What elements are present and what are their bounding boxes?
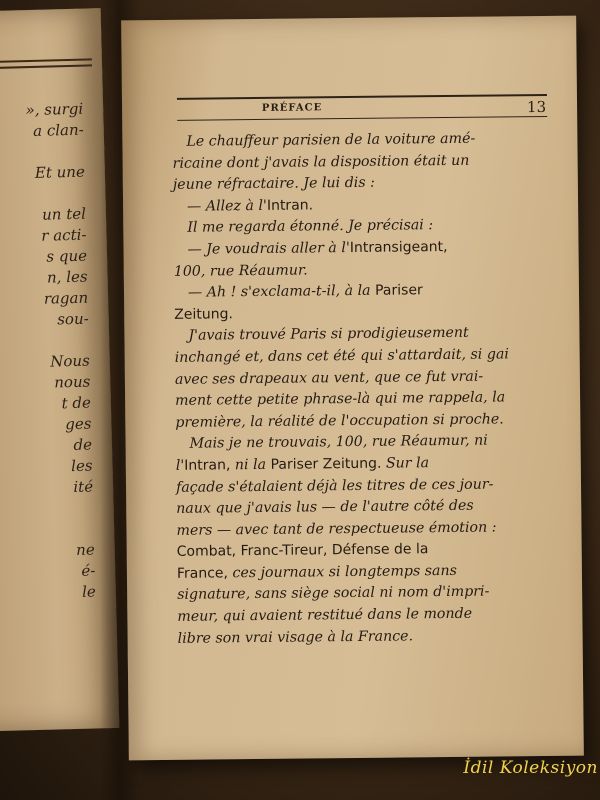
text-segment: Il me regarda étonné. Je précisai : bbox=[187, 217, 434, 237]
text-line bbox=[172, 128, 522, 153]
left-page-fragment: ragan bbox=[43, 288, 89, 308]
left-page-fragment: nous bbox=[54, 372, 91, 392]
text-segment: Le chauffeur parisien de la voiture amé- bbox=[186, 130, 476, 150]
text-segment: façade s'étalaient déjà les titres de ces jour- bbox=[175, 476, 494, 496]
text-segment: jeune réfractaire. Je lui dis : bbox=[172, 174, 375, 194]
left-page-fragment: é- bbox=[81, 561, 96, 580]
running-head: PRÉFACE bbox=[261, 102, 323, 114]
left-page-fragment bbox=[0, 183, 86, 207]
left-page-fragment: de bbox=[73, 435, 93, 455]
text-line bbox=[176, 517, 526, 542]
left-page-fragment: ne bbox=[75, 540, 95, 559]
text-segment: — Je voudrais aller à l' bbox=[187, 239, 350, 258]
left-page-rule bbox=[0, 64, 92, 69]
text-line bbox=[178, 625, 528, 650]
left-page-fragment: s que bbox=[46, 246, 88, 266]
header-rule-top bbox=[177, 94, 547, 99]
left-page-fragment bbox=[0, 141, 85, 165]
left-page-fragment: sou- bbox=[56, 309, 89, 329]
left-page-fragment: les bbox=[70, 456, 93, 476]
text-segment: Intransigeant, bbox=[349, 238, 448, 256]
left-page-fragment: n, les bbox=[46, 267, 88, 287]
text-segment: Intran, bbox=[184, 457, 235, 474]
text-segment: avec ses drapeaux au vent, que ce fut vrai- bbox=[174, 368, 484, 388]
left-page-fragment: Et une bbox=[34, 162, 86, 182]
text-segment: Sur la bbox=[381, 455, 430, 472]
left-page-fragment bbox=[0, 330, 90, 354]
text-segment: Pariser bbox=[374, 282, 423, 299]
text-segment: libre son vrai visage à la France. bbox=[177, 628, 414, 647]
text-segment: — Allez à l' bbox=[187, 197, 267, 215]
left-page-fragment: le bbox=[81, 582, 97, 601]
left-page-fragment: t de bbox=[61, 393, 92, 413]
text-segment: l' bbox=[175, 457, 185, 474]
left-page-fragment: r acti- bbox=[41, 225, 87, 245]
text-line bbox=[177, 582, 527, 607]
text-segment: signature, sans siège social ni nom d'impri- bbox=[177, 584, 490, 604]
left-page-rule bbox=[0, 58, 92, 63]
text-segment: ricaine dont j'avais la disposition était un bbox=[172, 152, 470, 172]
header-rule-bottom bbox=[177, 116, 547, 121]
text-segment: ni la bbox=[234, 456, 271, 474]
text-segment: première, la réalité de l'occupation si proche. bbox=[175, 411, 504, 431]
text-segment: France, bbox=[176, 565, 229, 582]
text-segment: Combat, Franc-Tireur, Défense de la bbox=[176, 541, 429, 561]
text-segment: ces journaux si longtemps sans bbox=[227, 562, 457, 582]
text-segment: — Ah ! s'exclama-t-il, à la bbox=[187, 282, 376, 301]
text-line bbox=[175, 431, 525, 456]
text-segment: meur, qui avaient restitué dans le monde bbox=[177, 605, 473, 625]
preface-body-text bbox=[172, 128, 527, 650]
left-page-fragment: ges bbox=[65, 414, 92, 434]
text-segment: Zeitung. bbox=[174, 305, 233, 323]
text-segment: Pariser Zeitung. bbox=[270, 455, 382, 473]
watermark: İdil Koleksiyon bbox=[463, 758, 598, 778]
left-page-fragment: ité bbox=[73, 477, 94, 497]
text-line bbox=[175, 344, 525, 369]
page-number: 13 bbox=[526, 97, 547, 117]
text-segment: 100, rue Réaumur. bbox=[173, 262, 308, 280]
text-line bbox=[176, 474, 526, 499]
text-segment: Mais je ne trouvais, 100, rue Réaumur, ni bbox=[189, 432, 488, 453]
text-segment: J'avais trouvé Paris si prodigieusement bbox=[188, 325, 469, 345]
left-page-fragment: un tel bbox=[41, 204, 87, 224]
left-page-fragment: a clan- bbox=[32, 120, 84, 140]
left-page-fragment bbox=[0, 498, 94, 522]
left-page-fragment bbox=[0, 519, 94, 543]
left-page-fragment: Nous bbox=[50, 351, 91, 371]
text-segment: inchangé et, dans cet été qui s'attardait, si gai bbox=[174, 346, 509, 366]
text-segment: Intran. bbox=[266, 197, 314, 214]
text-segment: naux que j'avais lus — de l'autre côté des bbox=[176, 497, 474, 517]
right-page bbox=[121, 16, 584, 761]
left-page-text bbox=[0, 99, 96, 605]
left-page-fragment: », surgi bbox=[25, 99, 84, 120]
text-segment: mers — avec tant de respectueuse émotion : bbox=[176, 519, 497, 539]
text-segment: ment cette petite phrase-là qui me rappela, la bbox=[175, 389, 506, 409]
